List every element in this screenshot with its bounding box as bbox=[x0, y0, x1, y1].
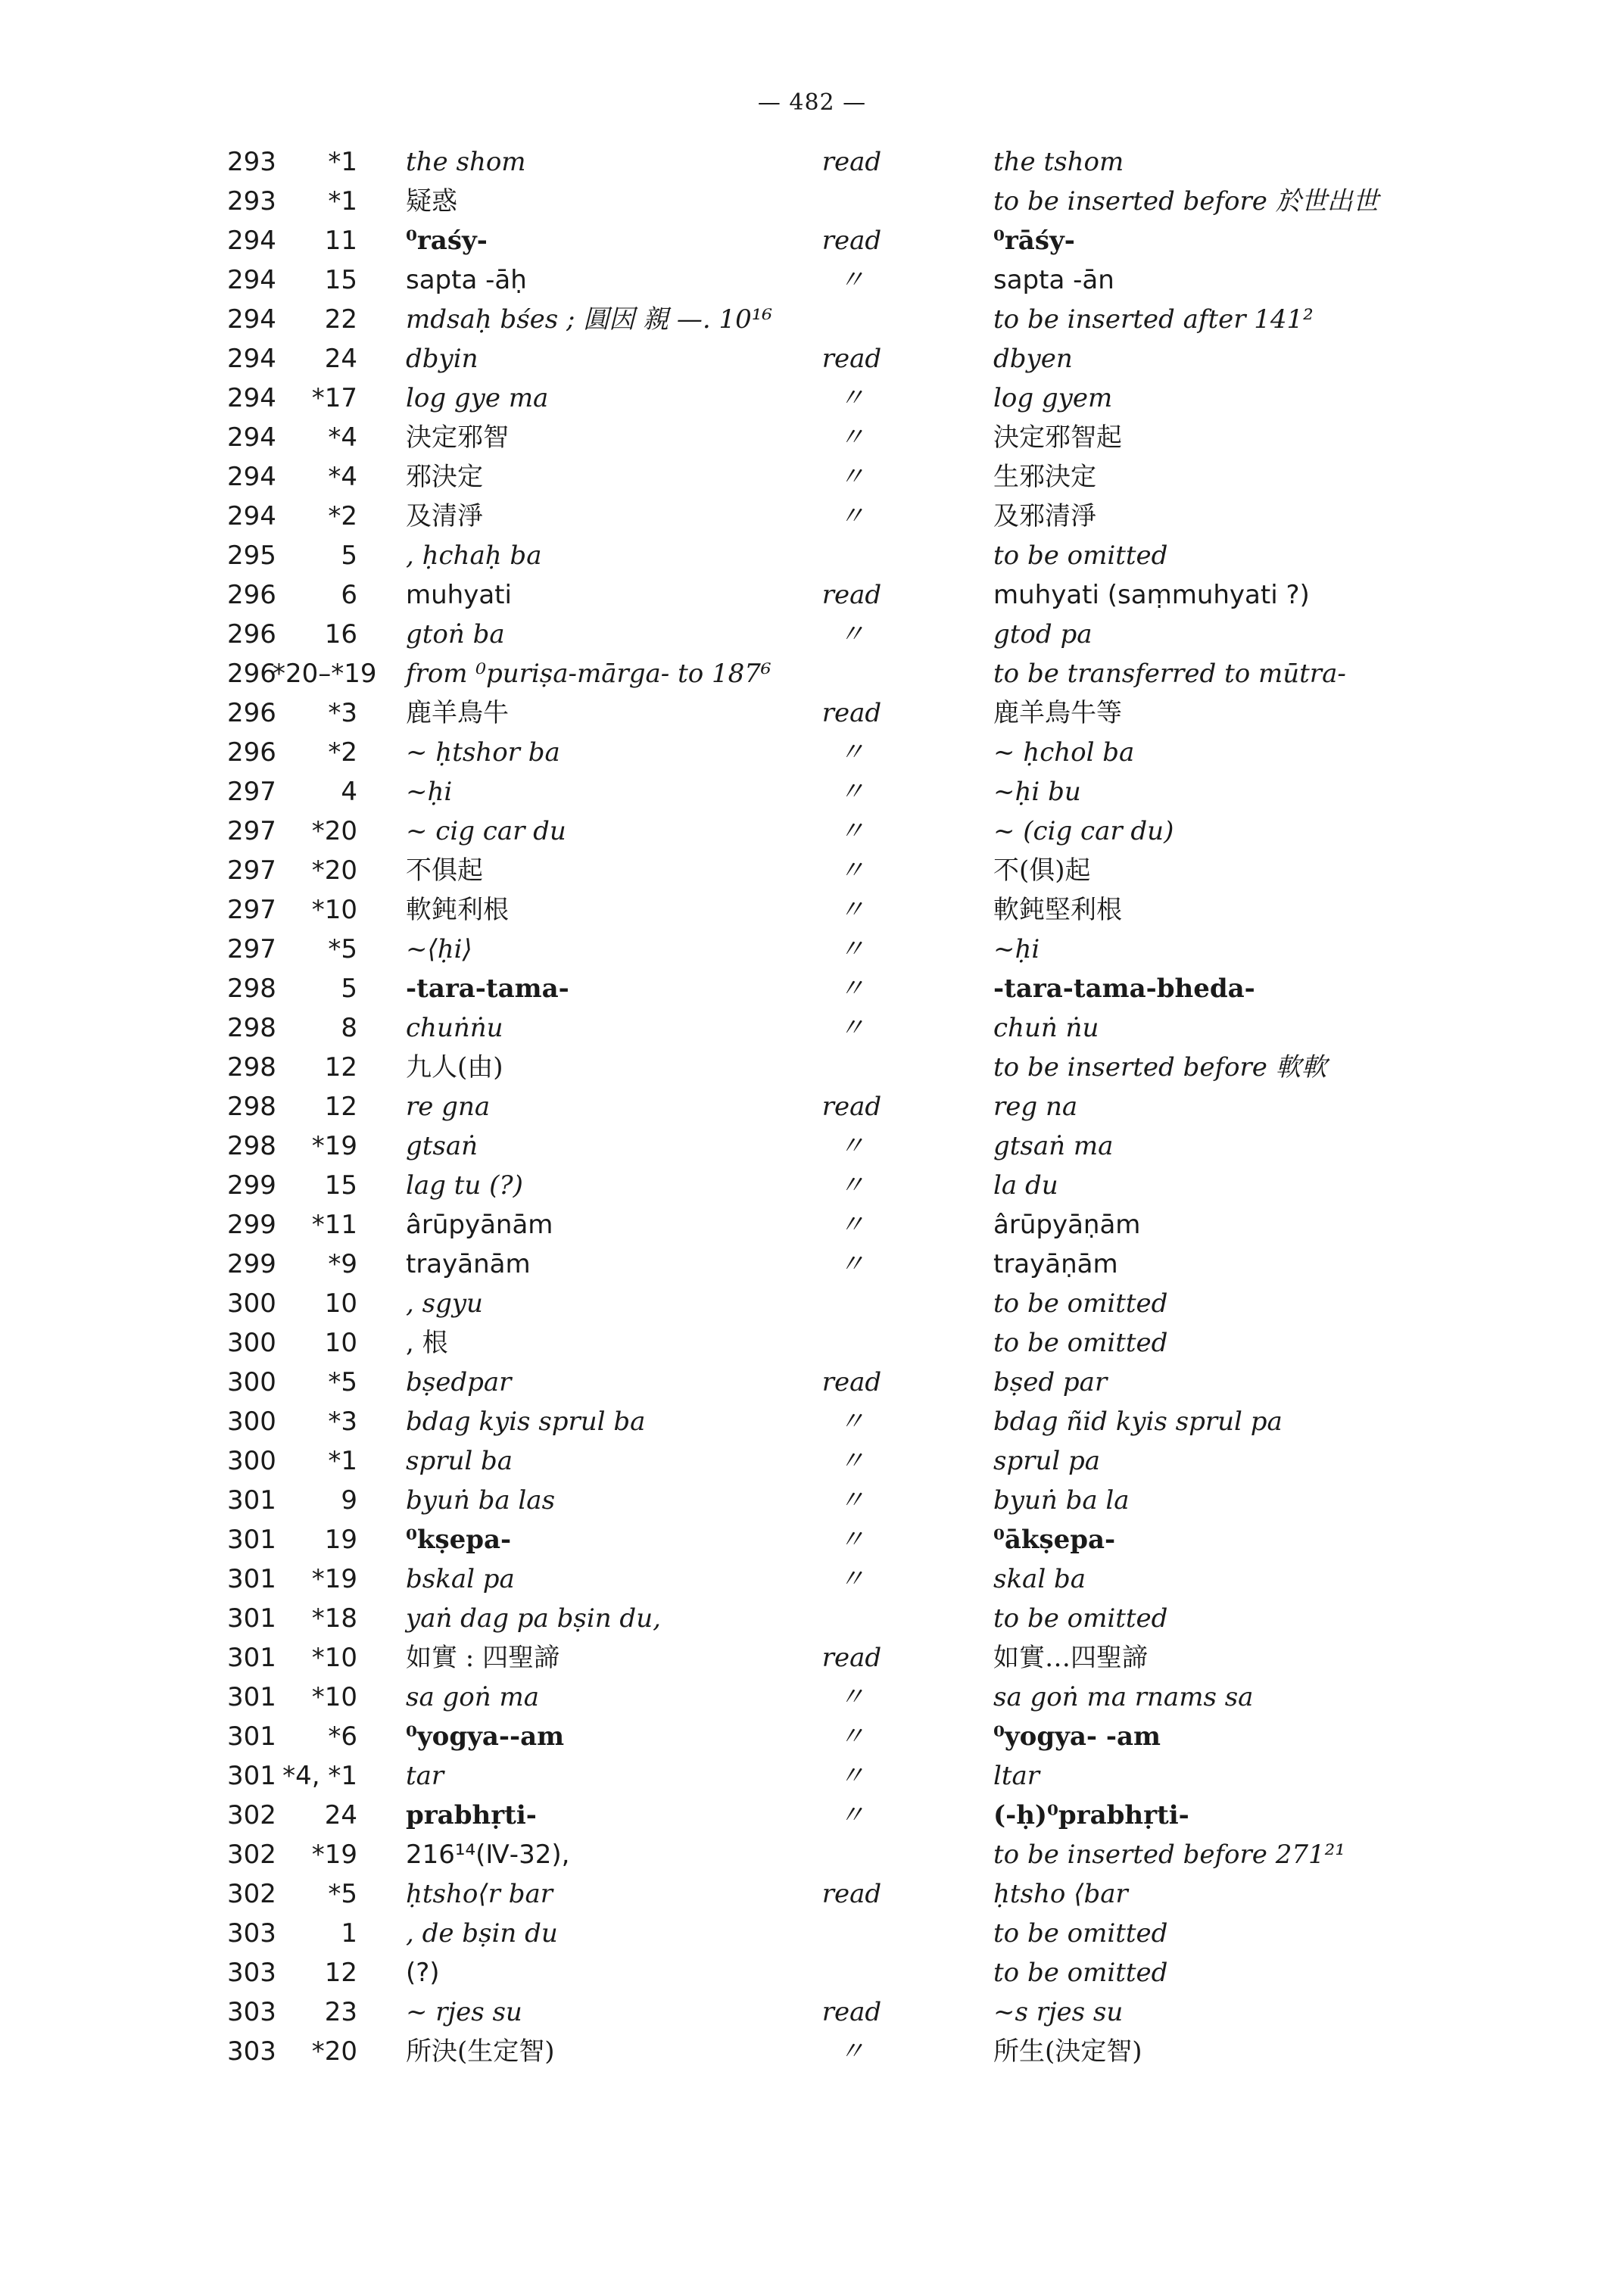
read-marker: read bbox=[821, 226, 882, 256]
read-marker: read bbox=[821, 344, 882, 374]
table-row bbox=[0, 1126, 1624, 1166]
correction-text: gtod pa bbox=[993, 619, 1093, 650]
table-row bbox=[0, 890, 1624, 930]
correction-text: to be omitted bbox=[993, 1603, 1168, 1634]
line-ref: *1 bbox=[328, 147, 357, 177]
page-ref: 297 bbox=[227, 777, 276, 807]
original-text: (?) bbox=[406, 1958, 440, 1988]
line-ref: 5 bbox=[341, 541, 357, 571]
table-row bbox=[0, 1796, 1624, 1835]
page-ref: 294 bbox=[227, 422, 276, 453]
correction-text: ⁰rāśy- bbox=[993, 226, 1075, 256]
table-row bbox=[0, 1205, 1624, 1245]
page-ref: 293 bbox=[227, 186, 276, 217]
correction-text: -tara-tama-bheda- bbox=[993, 974, 1255, 1004]
original-text: ⁰raśy- bbox=[406, 226, 488, 256]
table-row bbox=[0, 1245, 1624, 1284]
original-text: gtsaṅ bbox=[406, 1131, 478, 1161]
page-ref: 298 bbox=[227, 1052, 276, 1083]
line-ref: *4 bbox=[328, 422, 357, 453]
ditto-marker: 〃 bbox=[839, 1170, 865, 1201]
page-ref: 299 bbox=[227, 1249, 276, 1279]
page-ref: 298 bbox=[227, 1013, 276, 1043]
line-ref: *2 bbox=[328, 501, 357, 531]
line-ref: *9 bbox=[328, 1249, 357, 1279]
original-text: ~ cig car du bbox=[406, 816, 566, 846]
page-ref: 302 bbox=[227, 1879, 276, 1909]
table-row bbox=[0, 1008, 1624, 1048]
read-marker: read bbox=[821, 1092, 882, 1122]
original-text: ⁰kṣepa- bbox=[406, 1525, 512, 1555]
correction-text: 不(俱)起 bbox=[993, 855, 1091, 886]
line-ref: 22 bbox=[324, 304, 357, 335]
line-ref: 10 bbox=[324, 1288, 357, 1319]
original-text: -tara-tama- bbox=[406, 974, 569, 1004]
correction-text: bdag ñid kyis sprul pa bbox=[993, 1407, 1283, 1437]
page-ref: 297 bbox=[227, 855, 276, 886]
original-text: mdsaḥ bśes ; 圓因 親 —. 10¹⁶ bbox=[406, 304, 773, 335]
page-ref: 298 bbox=[227, 1131, 276, 1161]
line-ref: 24 bbox=[324, 1800, 357, 1830]
correction-text: gtsaṅ ma bbox=[993, 1131, 1114, 1161]
correction-text: to be inserted after 141² bbox=[993, 304, 1314, 335]
page-ref: 301 bbox=[227, 1682, 276, 1712]
table-row bbox=[0, 1599, 1624, 1638]
table-row bbox=[0, 1048, 1624, 1087]
table-row bbox=[0, 300, 1624, 339]
line-ref: *5 bbox=[328, 1879, 357, 1909]
table-row bbox=[0, 812, 1624, 851]
page-ref: 302 bbox=[227, 1840, 276, 1870]
table-row bbox=[0, 260, 1624, 300]
page-ref: 303 bbox=[227, 1918, 276, 1949]
table-row bbox=[0, 1441, 1624, 1481]
ditto-marker: 〃 bbox=[839, 855, 865, 886]
table-row bbox=[0, 1323, 1624, 1363]
ditto-marker: 〃 bbox=[839, 501, 865, 531]
table-row bbox=[0, 1717, 1624, 1756]
line-ref: 11 bbox=[324, 226, 357, 256]
page-ref: 296 bbox=[227, 619, 276, 650]
line-ref: *10 bbox=[311, 1643, 357, 1673]
original-text: sprul ba bbox=[406, 1446, 513, 1476]
correction-text: reg na bbox=[993, 1092, 1078, 1122]
original-text: sapta -āḥ bbox=[406, 265, 527, 295]
correction-text: ḥtsho ⟨bar bbox=[993, 1879, 1128, 1909]
correction-text: to be omitted bbox=[993, 541, 1168, 571]
correction-text: 鹿羊鳥牛等 bbox=[993, 698, 1122, 728]
page-ref: 303 bbox=[227, 2036, 276, 2067]
original-text: re gna bbox=[406, 1092, 491, 1122]
table-row bbox=[0, 851, 1624, 890]
line-ref: *19 bbox=[311, 1564, 357, 1594]
line-ref: *4, *1 bbox=[282, 1761, 357, 1791]
original-text: byuṅ ba las bbox=[406, 1485, 556, 1516]
table-row bbox=[0, 536, 1624, 575]
correction-text: sapta -ān bbox=[993, 265, 1114, 295]
table-row bbox=[0, 339, 1624, 379]
page-ref: 303 bbox=[227, 1997, 276, 2027]
correction-text: skal ba bbox=[993, 1564, 1086, 1594]
ditto-marker: 〃 bbox=[839, 383, 865, 413]
ditto-marker: 〃 bbox=[839, 1525, 865, 1555]
correction-text: bṣed par bbox=[993, 1367, 1108, 1397]
line-ref: 12 bbox=[324, 1092, 357, 1122]
original-text: , sgyu bbox=[406, 1288, 483, 1319]
page-ref: 303 bbox=[227, 1958, 276, 1988]
original-text: 鹿羊鳥牛 bbox=[406, 698, 509, 728]
correction-text: to be omitted bbox=[993, 1288, 1168, 1319]
original-text: bdag kyis sprul ba bbox=[406, 1407, 646, 1437]
page-ref: 301 bbox=[227, 1525, 276, 1555]
page-ref: 294 bbox=[227, 462, 276, 492]
page-ref: 297 bbox=[227, 816, 276, 846]
line-ref: 12 bbox=[324, 1052, 357, 1083]
line-ref: 5 bbox=[341, 974, 357, 1004]
line-ref: 16 bbox=[324, 619, 357, 650]
original-text: ⁰yogya--am bbox=[406, 1721, 565, 1752]
page-ref: 298 bbox=[227, 1092, 276, 1122]
original-text: muhyati bbox=[406, 580, 512, 610]
line-ref: 8 bbox=[341, 1013, 357, 1043]
line-ref: 4 bbox=[341, 777, 357, 807]
line-ref: *20–*19 bbox=[273, 659, 377, 689]
line-ref: *20 bbox=[311, 2036, 357, 2067]
original-text: trayānām bbox=[406, 1249, 531, 1279]
ditto-marker: 〃 bbox=[839, 1013, 865, 1043]
original-text: 疑惑 bbox=[406, 186, 457, 217]
correction-text: ~ḥi bbox=[993, 934, 1040, 964]
table-row bbox=[0, 221, 1624, 260]
ditto-marker: 〃 bbox=[839, 462, 865, 492]
line-ref: 6 bbox=[341, 580, 357, 610]
page-ref: 300 bbox=[227, 1288, 276, 1319]
correction-text: dbyen bbox=[993, 344, 1073, 374]
page-ref: 299 bbox=[227, 1170, 276, 1201]
ditto-marker: 〃 bbox=[839, 1564, 865, 1594]
correction-text: to be omitted bbox=[993, 1958, 1168, 1988]
line-ref: *10 bbox=[311, 1682, 357, 1712]
line-ref: 15 bbox=[324, 265, 357, 295]
correction-text: 決定邪智起 bbox=[993, 422, 1122, 453]
page-ref: 300 bbox=[227, 1407, 276, 1437]
line-ref: *20 bbox=[311, 816, 357, 846]
correction-text: ⁰yogya- -am bbox=[993, 1721, 1161, 1752]
correction-text: to be inserted before 軟軟 bbox=[993, 1052, 1327, 1083]
original-text: from ⁰puriṣa-mārga- to 187⁶ bbox=[406, 659, 771, 689]
line-ref: 9 bbox=[341, 1485, 357, 1516]
table-row bbox=[0, 1835, 1624, 1874]
table-row bbox=[0, 1520, 1624, 1559]
page-ref: 300 bbox=[227, 1367, 276, 1397]
table-row bbox=[0, 1559, 1624, 1599]
original-text: 及清淨 bbox=[406, 501, 483, 531]
original-text: , 根 bbox=[406, 1328, 448, 1358]
correction-text: ~ (cig car du) bbox=[993, 816, 1174, 846]
correction-text: ~s rjes su bbox=[993, 1997, 1124, 2027]
page-ref: 297 bbox=[227, 895, 276, 925]
ditto-marker: 〃 bbox=[839, 1682, 865, 1712]
ditto-marker: 〃 bbox=[839, 1131, 865, 1161]
correction-text: muhyati (saṃmuhyati ?) bbox=[993, 580, 1310, 610]
ditto-marker: 〃 bbox=[839, 619, 865, 650]
table-row bbox=[0, 693, 1624, 733]
line-ref: *20 bbox=[311, 855, 357, 886]
read-marker: read bbox=[821, 147, 882, 177]
original-text: ~ rjes su bbox=[406, 1997, 522, 2027]
correction-text: chuṅ ṅu bbox=[993, 1013, 1099, 1043]
line-ref: *2 bbox=[328, 737, 357, 768]
correction-text: to be inserted before 於世出世 bbox=[993, 186, 1379, 217]
line-ref: *10 bbox=[311, 895, 357, 925]
original-text: ~ḥi bbox=[406, 777, 453, 807]
original-text: 決定邪智 bbox=[406, 422, 509, 453]
line-ref: *4 bbox=[328, 462, 357, 492]
original-text: ârūpyānām bbox=[406, 1210, 553, 1240]
original-text: bṣedpar bbox=[406, 1367, 512, 1397]
table-row bbox=[0, 182, 1624, 221]
ditto-marker: 〃 bbox=[839, 737, 865, 768]
page-ref: 294 bbox=[227, 344, 276, 374]
table-row bbox=[0, 1363, 1624, 1402]
line-ref: *19 bbox=[311, 1840, 357, 1870]
table-row bbox=[0, 575, 1624, 615]
page-ref: 300 bbox=[227, 1328, 276, 1358]
table-row bbox=[0, 1992, 1624, 2032]
correction-text: 如實…四聖諦 bbox=[993, 1643, 1148, 1673]
original-text: 如實 : 四聖諦 bbox=[406, 1643, 560, 1673]
original-text: gtoṅ ba bbox=[406, 619, 505, 650]
page-ref: 301 bbox=[227, 1485, 276, 1516]
table-row bbox=[0, 497, 1624, 536]
original-text: chuṅṅu bbox=[406, 1013, 503, 1043]
original-text: yaṅ dag pa bṣin du, bbox=[406, 1603, 661, 1634]
table-row bbox=[0, 1481, 1624, 1520]
correction-text: to be transferred to mūtra- bbox=[993, 659, 1346, 689]
correction-text: ltar bbox=[993, 1761, 1040, 1791]
original-text: lag tu (?) bbox=[406, 1170, 523, 1201]
read-marker: read bbox=[821, 1997, 882, 2027]
table-row bbox=[0, 418, 1624, 457]
original-text: tar bbox=[406, 1761, 444, 1791]
table-row bbox=[0, 1284, 1624, 1323]
ditto-marker: 〃 bbox=[839, 1721, 865, 1752]
original-text: log gye ma bbox=[406, 383, 549, 413]
line-ref: *11 bbox=[311, 1210, 357, 1240]
table-row bbox=[0, 1874, 1624, 1914]
page-ref: 302 bbox=[227, 1800, 276, 1830]
correction-text: to be omitted bbox=[993, 1918, 1168, 1949]
ditto-marker: 〃 bbox=[839, 1800, 865, 1830]
ditto-marker: 〃 bbox=[839, 2036, 865, 2067]
correction-text: 及邪清淨 bbox=[993, 501, 1096, 531]
correction-text: 生邪決定 bbox=[993, 462, 1096, 492]
table-row bbox=[0, 457, 1624, 497]
page-ref: 301 bbox=[227, 1603, 276, 1634]
table-row bbox=[0, 1678, 1624, 1717]
correction-text: to be omitted bbox=[993, 1328, 1168, 1358]
correction-text: la du bbox=[993, 1170, 1058, 1201]
table-row bbox=[0, 1402, 1624, 1441]
page-ref: 301 bbox=[227, 1643, 276, 1673]
page-ref: 294 bbox=[227, 383, 276, 413]
correction-text: log gyem bbox=[993, 383, 1113, 413]
line-ref: *19 bbox=[311, 1131, 357, 1161]
original-text: the shom bbox=[406, 147, 526, 177]
correction-text: trayāṇām bbox=[993, 1249, 1118, 1279]
table-row bbox=[0, 1914, 1624, 1953]
table-row bbox=[0, 1166, 1624, 1205]
ditto-marker: 〃 bbox=[839, 1249, 865, 1279]
line-ref: *17 bbox=[311, 383, 357, 413]
line-ref: 23 bbox=[324, 1997, 357, 2027]
original-text: 不俱起 bbox=[406, 855, 483, 886]
line-ref: 15 bbox=[324, 1170, 357, 1201]
original-text: ḥtsho⟨r bar bbox=[406, 1879, 553, 1909]
original-text: prabhṛti- bbox=[406, 1800, 537, 1830]
correction-text: ~ ḥchol ba bbox=[993, 737, 1135, 768]
table-row bbox=[0, 969, 1624, 1008]
table-row bbox=[0, 2032, 1624, 2071]
original-text: ~⟨ḥi⟩ bbox=[406, 934, 472, 964]
page-ref: 299 bbox=[227, 1210, 276, 1240]
correction-text: (-ḥ)⁰prabhṛti- bbox=[993, 1800, 1189, 1830]
ditto-marker: 〃 bbox=[839, 1210, 865, 1240]
correction-text: byuṅ ba la bbox=[993, 1485, 1130, 1516]
table-row bbox=[0, 654, 1624, 693]
ditto-marker: 〃 bbox=[839, 816, 865, 846]
page-ref: 294 bbox=[227, 501, 276, 531]
ditto-marker: 〃 bbox=[839, 895, 865, 925]
page-number: — 482 — bbox=[757, 89, 867, 116]
page-ref: 296 bbox=[227, 659, 276, 689]
line-ref: *5 bbox=[328, 1367, 357, 1397]
page-ref: 301 bbox=[227, 1721, 276, 1752]
original-text: , ḥchaḥ ba bbox=[406, 541, 542, 571]
original-text: dbyin bbox=[406, 344, 478, 374]
original-text: 216¹⁴(Ⅳ-32), bbox=[406, 1840, 570, 1870]
line-ref: *3 bbox=[328, 698, 357, 728]
read-marker: read bbox=[821, 698, 882, 728]
page-ref: 301 bbox=[227, 1761, 276, 1791]
page-ref: 296 bbox=[227, 698, 276, 728]
correction-text: sprul pa bbox=[993, 1446, 1101, 1476]
line-ref: 24 bbox=[324, 344, 357, 374]
correction-text: to be inserted before 271²¹ bbox=[993, 1840, 1345, 1870]
line-ref: *1 bbox=[328, 186, 357, 217]
line-ref: 1 bbox=[341, 1918, 357, 1949]
read-marker: read bbox=[821, 1643, 882, 1673]
table-row bbox=[0, 930, 1624, 969]
original-text: 邪決定 bbox=[406, 462, 483, 492]
line-ref: *6 bbox=[328, 1721, 357, 1752]
correction-text: 軟鈍堅利根 bbox=[993, 895, 1122, 925]
original-text: , de bṣin du bbox=[406, 1918, 558, 1949]
table-row bbox=[0, 733, 1624, 772]
correction-text: 所生(決定智) bbox=[993, 2036, 1142, 2067]
table-row bbox=[0, 1953, 1624, 1992]
page-ref: 296 bbox=[227, 737, 276, 768]
page-ref: 294 bbox=[227, 265, 276, 295]
line-ref: *1 bbox=[328, 1446, 357, 1476]
table-row bbox=[0, 1638, 1624, 1678]
ditto-marker: 〃 bbox=[839, 1446, 865, 1476]
original-text: 所決(生定智) bbox=[406, 2036, 555, 2067]
ditto-marker: 〃 bbox=[839, 934, 865, 964]
read-marker: read bbox=[821, 1367, 882, 1397]
table-row bbox=[0, 1756, 1624, 1796]
line-ref: *18 bbox=[311, 1603, 357, 1634]
original-text: sa goṅ ma bbox=[406, 1682, 539, 1712]
original-text: bskal pa bbox=[406, 1564, 515, 1594]
line-ref: *5 bbox=[328, 934, 357, 964]
correction-text: sa goṅ ma rnams sa bbox=[993, 1682, 1254, 1712]
table-row bbox=[0, 142, 1624, 182]
line-ref: *3 bbox=[328, 1407, 357, 1437]
table-row bbox=[0, 772, 1624, 812]
correction-text: ~ḥi bu bbox=[993, 777, 1081, 807]
ditto-marker: 〃 bbox=[839, 1485, 865, 1516]
page-ref: 300 bbox=[227, 1446, 276, 1476]
correction-text: ⁰ākṣepa- bbox=[993, 1525, 1116, 1555]
correction-text: ârūpyāṇām bbox=[993, 1210, 1141, 1240]
page-ref: 295 bbox=[227, 541, 276, 571]
line-ref: 10 bbox=[324, 1328, 357, 1358]
ditto-marker: 〃 bbox=[839, 422, 865, 453]
ditto-marker: 〃 bbox=[839, 1761, 865, 1791]
page-ref: 297 bbox=[227, 934, 276, 964]
errata-table bbox=[0, 142, 1624, 2071]
original-text: 軟鈍利根 bbox=[406, 895, 509, 925]
line-ref: 12 bbox=[324, 1958, 357, 1988]
correction-text: the tshom bbox=[993, 147, 1124, 177]
ditto-marker: 〃 bbox=[839, 1407, 865, 1437]
read-marker: read bbox=[821, 580, 882, 610]
line-ref: 19 bbox=[324, 1525, 357, 1555]
page-ref: 293 bbox=[227, 147, 276, 177]
page-ref: 301 bbox=[227, 1564, 276, 1594]
ditto-marker: 〃 bbox=[839, 974, 865, 1004]
page-ref: 298 bbox=[227, 974, 276, 1004]
original-text: 九人(由) bbox=[406, 1052, 503, 1083]
original-text: ~ ḥtshor ba bbox=[406, 737, 560, 768]
page-ref: 296 bbox=[227, 580, 276, 610]
table-row bbox=[0, 379, 1624, 418]
table-row bbox=[0, 615, 1624, 654]
table-row bbox=[0, 1087, 1624, 1126]
page-ref: 294 bbox=[227, 304, 276, 335]
ditto-marker: 〃 bbox=[839, 777, 865, 807]
read-marker: read bbox=[821, 1879, 882, 1909]
ditto-marker: 〃 bbox=[839, 265, 865, 295]
page-ref: 294 bbox=[227, 226, 276, 256]
